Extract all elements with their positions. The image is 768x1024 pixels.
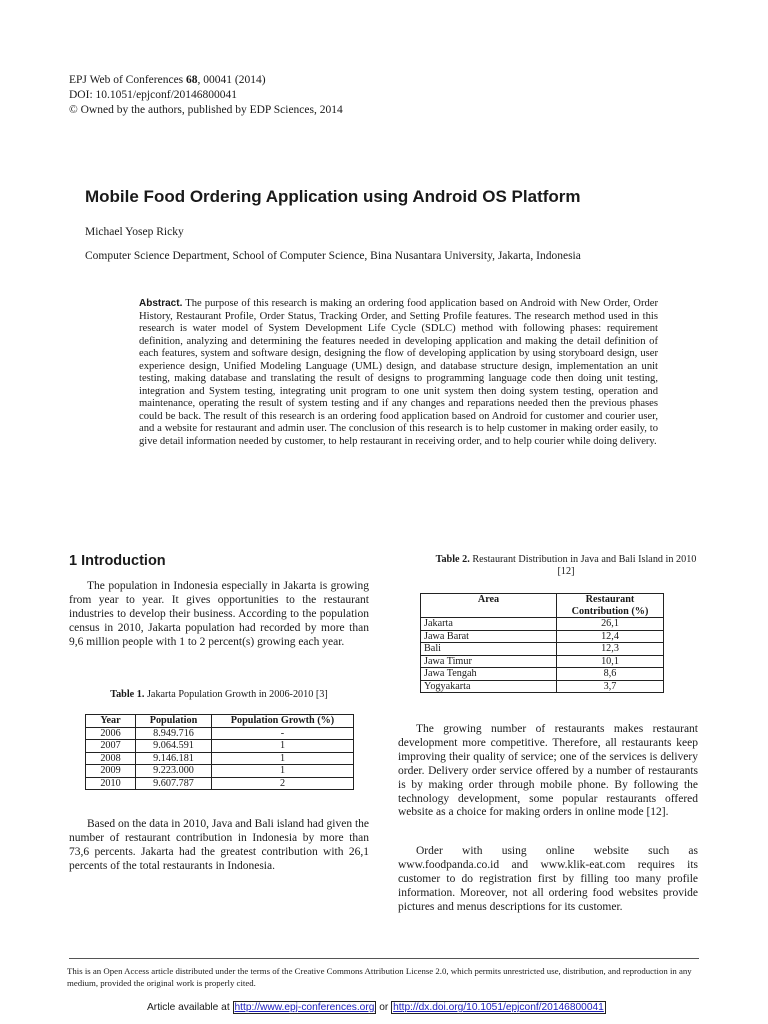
table1-caption [69, 689, 369, 701]
section-heading-introduction: 1 Introduction [69, 553, 166, 569]
table-row [86, 765, 354, 778]
table1-caption-text: Jakarta Population Growth in 2006-2010 [3] [144, 689, 328, 700]
abstract [139, 298, 658, 449]
table-cell: 9.223.000 [136, 765, 212, 778]
table-row [86, 740, 354, 753]
epj-conferences-link[interactable]: http://www.epj-conferences.org [234, 1002, 375, 1013]
table-population-growth [85, 714, 354, 790]
table-header-cell: Population Growth (%) [212, 715, 354, 728]
journal-name: EPJ Web of Conferences [69, 74, 187, 86]
table-cell: 8.949.716 [136, 727, 212, 740]
journal-volume: 68 [186, 74, 198, 86]
doi-link[interactable]: http://dx.doi.org/10.1051/epjconf/20146800041 [393, 1002, 604, 1013]
intro-paragraph-2: Based on the data in 2010, Java and Bali island had given the number of restaurant contribution in Indonesia by more than 73,6 percents. Jakarta had the greatest contribution with 26,1 percents of the total restaurants in Indonesia. [69, 818, 370, 872]
table-row [421, 618, 664, 631]
availability-label: Article available at [147, 1002, 233, 1013]
paper-title: Mobile Food Ordering Application using Android OS Platform [85, 187, 581, 206]
footnote-divider [69, 958, 699, 959]
table2-caption-text: Restaurant Distribution in Java and Bali Island in 2010 [12] [469, 554, 697, 577]
table-row [421, 680, 664, 693]
table-cell: 1 [212, 765, 354, 778]
table-cell: - [212, 727, 354, 740]
table-cell: 26,1 [557, 618, 664, 631]
table-row [86, 777, 354, 790]
table-row [86, 727, 354, 740]
table-cell: 12,3 [557, 643, 664, 656]
table2-caption-label: Table 2. [435, 554, 470, 565]
journal-line [69, 73, 266, 87]
article-availability [147, 1002, 606, 1013]
table-header-row [421, 594, 664, 618]
intro-paragraph-1: The population in Indonesia especially in Jakarta is growing from year to year. It gives opportunities to the restaurant industries to develop their business. According to the population census in 2010, Jakarta population had recorded by more than 9,6 million people with 1 to 2 percent(s) growing each year. [69, 580, 369, 648]
table-cell: Jawa Timur [421, 655, 557, 668]
author-affiliation: Computer Science Department, School of Computer Science, Bina Nusantara University, Jakarta, Indonesia [85, 250, 581, 262]
table-row [421, 668, 664, 681]
table-cell: 12,4 [557, 630, 664, 643]
table1-caption-label: Table 1. [110, 689, 145, 700]
table-cell: 9.064.591 [136, 740, 212, 753]
abstract-text: The purpose of this research is making an ordering food application based on Android with New Order, Order History, Restaurant Profile, Order Status, Tracking Order, and Setting Profile features. The research method used in this research is water model of System Development Life Cycle (SDLC) method with following phases: requirement definition, analyzing and determining the features needed in developing application and making the detail definition of each features, system and software design, designing the flow of developing application by using storyboard design, user experience design, Unified Modeling Language (UML) design, and database structure design, implementation an unit testing, making database and translating the result of designs to programming language code then doing unit testing, integration and System testing, integrating unit program to one unit system then doing system testing, operation and maintenance, operating the result of system testing and if any changes and reparations needed then the previous phases could be back. The result of this research is an ordering food application based on Android for customer and courier user, and a website for restaurant and admin user. The conclusion of this research is to help customer in making order easily, to give detail information needed by customer, to help restaurant in receiving order, and to help courier while doing delivery. [139, 298, 658, 448]
abstract-label: Abstract. [139, 298, 183, 309]
availability-or: or [376, 1002, 392, 1013]
table-header-cell: Area [421, 594, 557, 618]
intro-paragraph-3: The growing number of restaurants makes restaurant development more competitive. Therefore, all restaurants keep improving their quality of service; one of the services is delivery order. Delivery order service offered by a number of restaurants is by making order through mobile phone. By following the technology development, some popular restaurants offered website as a choice for making orders in online mode [12]. [398, 723, 698, 819]
license-notice: This is an Open Access article distributed under the terms of the Creative Commons Attribution License 2.0, which permits unrestricted use, distribution, and reproduction in any medium, provided the original work is properly cited. [67, 966, 692, 988]
table-cell: Jawa Barat [421, 630, 557, 643]
table-cell: Yogyakarta [421, 680, 557, 693]
table-cell: 3,7 [557, 680, 664, 693]
table-cell: 2009 [86, 765, 136, 778]
table-header-cell: Year [86, 715, 136, 728]
table-cell: 1 [212, 740, 354, 753]
copyright-line: © Owned by the authors, published by EDP Sciences, 2014 [69, 104, 343, 116]
table-row [421, 643, 664, 656]
table-cell: 2006 [86, 727, 136, 740]
table-cell: 10,1 [557, 655, 664, 668]
table-cell: 9.146.181 [136, 752, 212, 765]
doi-line: DOI: 10.1051/epjconf/20146800041 [69, 89, 238, 101]
intro-paragraph-4: Order with using online website such as www.foodpanda.co.id and www.klik-eat.com requires its customer to do registration first by filling too many profile information. Moreover, not all ordering food websites provide pictures and menus descriptions for its customer. [398, 845, 698, 913]
table-cell: 2010 [86, 777, 136, 790]
table-cell: 8,6 [557, 668, 664, 681]
table-header-cell: Restaurant Contribution (%) [557, 594, 664, 618]
table-cell: 2 [212, 777, 354, 790]
table-row [421, 630, 664, 643]
table-row [86, 752, 354, 765]
table-header-cell: Population [136, 715, 212, 728]
table-restaurant-distribution [420, 593, 664, 693]
table-cell: 2008 [86, 752, 136, 765]
table-cell: 2007 [86, 740, 136, 753]
table-cell: Bali [421, 643, 557, 656]
table-header-row [86, 715, 354, 728]
table-cell: 1 [212, 752, 354, 765]
journal-article-number: , 00041 (2014) [197, 74, 266, 86]
table-row [421, 655, 664, 668]
table-cell: 9.607.787 [136, 777, 212, 790]
table2-caption [428, 554, 704, 578]
table-cell: Jawa Tengah [421, 668, 557, 681]
author-name: Michael Yosep Ricky [85, 226, 184, 238]
table-cell: Jakarta [421, 618, 557, 631]
